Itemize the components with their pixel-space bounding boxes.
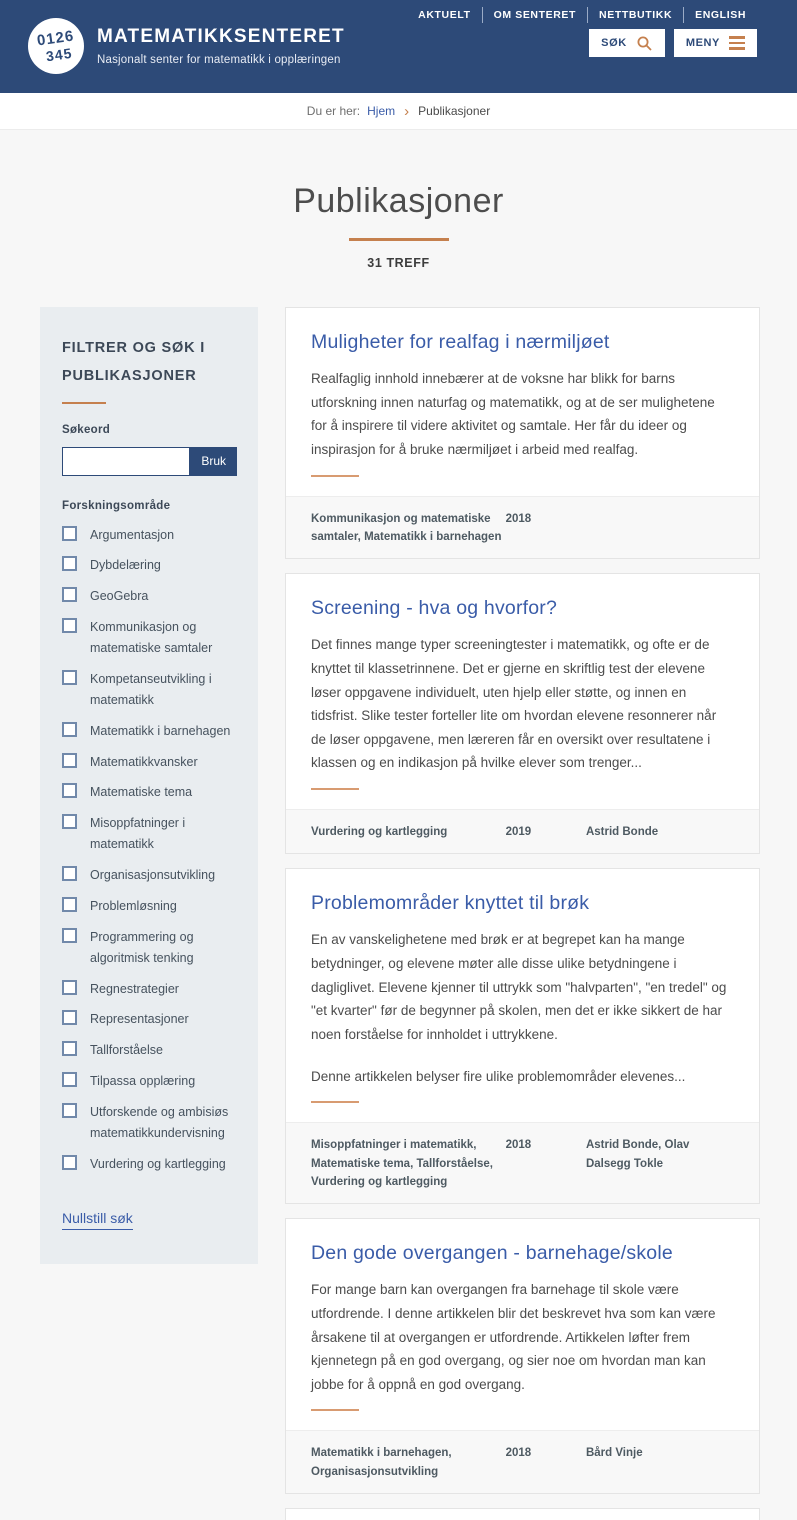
publication-summary bbox=[311, 367, 734, 462]
publication-summary bbox=[311, 928, 734, 1088]
logo-digits: 345 bbox=[44, 44, 74, 64]
top-nav bbox=[407, 7, 757, 23]
menu-button-label: MENY bbox=[685, 37, 720, 49]
publication-tags: Vurdering og kartlegging bbox=[311, 826, 448, 839]
checkbox[interactable] bbox=[62, 753, 77, 768]
filter-options bbox=[62, 525, 237, 1175]
filter-option-kompetanseutvikling[interactable]: Kompetanseutvikling i matematikk bbox=[62, 669, 237, 712]
checkbox[interactable] bbox=[62, 670, 77, 685]
publication-meta bbox=[286, 1122, 759, 1203]
filter-title-line2: PUBLIKASJONER bbox=[62, 368, 197, 385]
checkbox[interactable] bbox=[62, 526, 77, 541]
filter-option-organisasjonsutvikling[interactable]: Organisasjonsutvikling bbox=[62, 865, 237, 886]
checkbox[interactable] bbox=[62, 897, 77, 912]
keyword-input[interactable] bbox=[62, 447, 190, 476]
breadcrumb bbox=[0, 93, 797, 130]
checkbox[interactable] bbox=[62, 587, 77, 602]
logo-digits: 0126 bbox=[36, 26, 76, 50]
publication-tags: Misoppfatninger i matematikk, Matematiske tema, Tallforståelse, Vurdering og kartlegging bbox=[311, 1139, 493, 1188]
checkbox[interactable] bbox=[62, 783, 77, 798]
apply-filter-button[interactable]: Bruk bbox=[190, 447, 237, 476]
card-accent-rule bbox=[311, 1101, 359, 1103]
filter-sidebar bbox=[40, 307, 258, 1264]
summary-paragraph: Det finnes mange typer screeningtester i matematikk, og ofte er de knyttet til klassetrinnene. Det er gjerne en skriftlig test der elevene løser oppgavene individuelt, uten hjelp eller støtte, og innen en tidsfrist. Slike tester forteller lite om hvordan elevene resonnerer når de løser oppgavene, men læreren får en oversikt over resultatene i klassen og en indikasjon på hvilke elever som trenger... bbox=[311, 637, 717, 771]
checkbox[interactable] bbox=[62, 1155, 77, 1170]
filter-option-representasjoner[interactable]: Representasjoner bbox=[62, 1009, 237, 1030]
search-keyword-label: Søkeord bbox=[62, 423, 111, 436]
checkbox[interactable] bbox=[62, 1041, 77, 1056]
checkbox[interactable] bbox=[62, 556, 77, 571]
checkbox[interactable] bbox=[62, 928, 77, 943]
filter-title bbox=[62, 334, 237, 391]
checkbox[interactable] bbox=[62, 1010, 77, 1025]
filter-option-matematikk-i-barnehagen[interactable]: Matematikk i barnehagen bbox=[62, 721, 237, 742]
filter-option-matematiske-tema[interactable]: Matematiske tema bbox=[62, 782, 237, 803]
publication-authors: Bård Vinje bbox=[585, 1447, 643, 1460]
publication-tags: Kommunikasjon og matematiske samtaler, Matematikk i barnehagen bbox=[311, 512, 502, 543]
summary-paragraph: Denne artikkelen belyser fire ulike problemområder elevenes... bbox=[311, 1068, 686, 1084]
page-title: Publikasjoner bbox=[293, 182, 504, 220]
card-accent-rule bbox=[311, 475, 359, 477]
publication-card bbox=[285, 307, 760, 559]
publication-card bbox=[285, 868, 760, 1204]
publication-summary bbox=[311, 633, 734, 775]
reset-search-link[interactable]: Nullstill søk bbox=[62, 1210, 133, 1230]
summary-paragraph: Realfaglig innhold innebærer at de voksne har blikk for barns utforskning innen naturfag og matematikk, og at de ser mulighetene for å inspirere til videre aktivitet og samtale. Her får du ideer og inspirasjon for å bruke nærmiljøet i arbeid med realfag. bbox=[311, 371, 715, 457]
brand-text bbox=[97, 26, 345, 66]
publication-title-link[interactable]: Muligheter for realfag i nærmiljøet bbox=[311, 331, 610, 353]
title-accent-rule bbox=[349, 238, 449, 241]
publication-card bbox=[285, 1218, 760, 1494]
filter-option-dybdelaering[interactable]: Dybdelæring bbox=[62, 555, 237, 576]
publication-title-link[interactable]: Problemområder knyttet til brøk bbox=[311, 892, 590, 915]
publication-tags: Matematikk i barnehagen, Organisasjonsutvikling bbox=[311, 1447, 452, 1478]
summary-paragraph: En av vanskelighetene med brøk er at begrepet kan ha mange betydninger, og elevene møter alle disse ulike betydningene i dagliglivet. Elevene kjenner til uttrykk som "halvparten", "en tredel" og "et kvarter" før de begynner på skolen, men det er ikke sikkert de har noen forståelse for innholdet i uttrykkene. bbox=[311, 932, 727, 1042]
main-content bbox=[0, 182, 797, 1520]
publication-meta bbox=[286, 1430, 759, 1493]
publication-year: 2018 bbox=[505, 1139, 532, 1152]
publication-card-partial bbox=[285, 1508, 760, 1520]
publication-year: 2019 bbox=[505, 826, 532, 839]
filter-option-geogebra[interactable]: GeoGebra bbox=[62, 586, 237, 607]
checkbox[interactable] bbox=[62, 722, 77, 737]
breadcrumb-current: Publikasjoner bbox=[418, 104, 491, 118]
search-button[interactable] bbox=[589, 29, 665, 57]
checkbox[interactable] bbox=[62, 980, 77, 995]
checkbox[interactable] bbox=[62, 814, 77, 829]
filter-title-line1: FILTRER OG SØK I bbox=[62, 340, 206, 356]
nav-link-om-senteret[interactable]: OM SENTERET bbox=[482, 7, 587, 23]
breadcrumb-prefix: Du er her: bbox=[306, 104, 361, 118]
header-buttons bbox=[589, 29, 757, 57]
filter-option-matematikkvansker[interactable]: Matematikkvansker bbox=[62, 752, 237, 773]
publication-title-link[interactable]: Screening - hva og hvorfor? bbox=[311, 597, 558, 620]
chevron-right-icon: › bbox=[404, 102, 410, 120]
filter-option-utforskende[interactable]: Utforskende og ambisiøs matematikkundervisning bbox=[62, 1102, 237, 1145]
checkbox[interactable] bbox=[62, 1072, 77, 1087]
filter-option-programmering[interactable]: Programmering og algoritmisk tenking bbox=[62, 927, 237, 970]
filter-option-kommunikasjon[interactable]: Kommunikasjon og matematiske samtaler bbox=[62, 617, 237, 660]
filter-option-argumentasjon[interactable]: Argumentasjon bbox=[62, 525, 237, 546]
filter-option-problemlosning[interactable]: Problemløsning bbox=[62, 896, 237, 917]
site-header bbox=[0, 0, 797, 93]
nav-link-aktuelt[interactable]: AKTUELT bbox=[418, 9, 471, 21]
research-area-label: Forskningsområde bbox=[62, 499, 171, 512]
publication-meta bbox=[286, 809, 759, 853]
site-subtitle: Nasjonalt senter for matematikk i opplæringen bbox=[97, 54, 341, 66]
site-logo[interactable] bbox=[28, 18, 345, 74]
filter-accent-rule bbox=[62, 402, 106, 404]
filter-option-vurdering-og-kartlegging[interactable]: Vurdering og kartlegging bbox=[62, 1154, 237, 1175]
publication-card bbox=[285, 573, 760, 854]
nav-link-english[interactable]: ENGLISH bbox=[683, 7, 757, 23]
search-button-label: SØK bbox=[601, 37, 627, 49]
checkbox[interactable] bbox=[62, 866, 77, 881]
filter-option-tallforstaelse[interactable]: Tallforståelse bbox=[62, 1040, 237, 1061]
checkbox[interactable] bbox=[62, 1103, 77, 1118]
publication-year: 2018 bbox=[505, 512, 532, 525]
summary-paragraph: For mange barn kan overgangen fra barnehage til skole være utfordrende. I denne artikkelen blir det beskrevet hva som kan være årsakene til at overgangen er utfordrende. Artikkelen løfter frem kjennetegn på en god overgang, og sier noe om hvordan man kan jobbe for å oppnå en god overgang. bbox=[311, 1282, 716, 1392]
filter-option-misoppfatninger[interactable]: Misoppfatninger i matematikk bbox=[62, 813, 237, 856]
publication-authors: Astrid Bonde, Olav Dalsegg Tokle bbox=[585, 1139, 690, 1170]
nav-link-nettbutikk[interactable]: NETTBUTIKK bbox=[587, 7, 683, 23]
search-icon bbox=[636, 35, 653, 52]
filter-option-tilpassa-opplaering[interactable]: Tilpassa opplæring bbox=[62, 1071, 237, 1092]
checkbox[interactable] bbox=[62, 618, 77, 633]
publication-year: 2018 bbox=[505, 1447, 532, 1460]
card-accent-rule bbox=[311, 788, 359, 790]
publication-meta bbox=[286, 496, 759, 559]
publication-summary bbox=[311, 1278, 734, 1396]
breadcrumb-link-home[interactable]: Hjem bbox=[367, 104, 396, 118]
publication-title-link[interactable]: Den gode overgangen - barnehage/skole bbox=[311, 1242, 673, 1265]
results-list bbox=[285, 307, 760, 1520]
logo-icon bbox=[28, 18, 84, 74]
hamburger-icon bbox=[729, 36, 745, 50]
publication-authors: Astrid Bonde bbox=[585, 826, 659, 839]
menu-button[interactable] bbox=[674, 29, 757, 57]
card-accent-rule bbox=[311, 1409, 359, 1411]
filter-option-regnestrategier[interactable]: Regnestrategier bbox=[62, 979, 237, 1000]
result-count: 31 TREFF bbox=[367, 256, 430, 270]
site-title: MATEMATIKKSENTERET bbox=[97, 26, 345, 47]
